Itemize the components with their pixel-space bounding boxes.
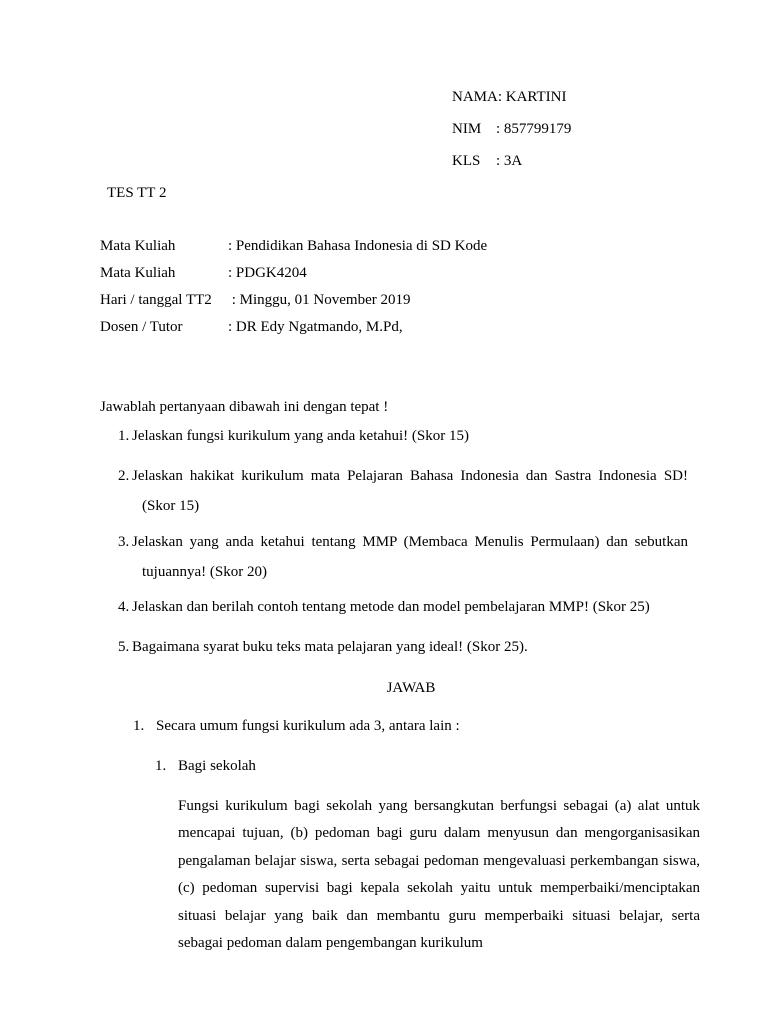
- answer-paragraph: Fungsi kurikulum bagi sekolah yang bersangkutan berfungsi sebagai (a) alat untuk mencapai tujuan, (b) pedoman bagi guru dalam menyusun dan mengorganisasikan pengalaman belajar siswa, serta sebagai pedoman mengevaluasi perkembangan siswa, (c) pedoman supervisi bagi kepala sekolah yaitu untuk memperbaiki/menciptakan situasi belajar yang baik dan membantu guru memperbaiki situasi belajar, serta sebagai pedoman dalam pengembangan kurikulum: [178, 798, 700, 952]
- info-label: Dosen / Tutor: [100, 319, 183, 335]
- info-value: : Minggu, 01 November 2019: [228, 292, 411, 308]
- info-label: Hari / tanggal TT2: [100, 292, 212, 308]
- nim-row: [452, 120, 571, 138]
- question-number: 1.: [118, 428, 130, 444]
- question-item: [118, 421, 688, 451]
- nim-value: : 857799179: [496, 121, 572, 137]
- question-text: Jelaskan dan berilah contoh tentang metode dan model pembelajaran MMP! (Skor 25): [132, 599, 650, 615]
- info-row: [100, 318, 403, 336]
- kls-row: [452, 152, 522, 170]
- nim-label: NIM: [452, 121, 482, 137]
- question-text: Jelaskan yang anda ketahui tentang MMP (Membaca Menulis Permulaan) dan sebutkan: [132, 534, 688, 550]
- info-row: [100, 264, 307, 282]
- info-label: Mata Kuliah: [100, 238, 176, 254]
- answer-heading: JAWAB: [386, 680, 436, 696]
- student-name: NAMA: KARTINI: [452, 89, 567, 105]
- question-item: [118, 632, 688, 662]
- question-number: 3.: [118, 534, 130, 550]
- question-item: [118, 461, 688, 521]
- instruction-text: Jawablah pertanyaan dibawah ini dengan tepat !: [100, 399, 389, 415]
- info-row: [100, 291, 410, 309]
- question-number: 4.: [118, 599, 130, 615]
- info-label: Mata Kuliah: [100, 265, 176, 281]
- answer-intro: Secara umum fungsi kurikulum ada 3, antara lain :: [156, 718, 460, 734]
- question-text: Jelaskan fungsi kurikulum yang anda ketahui! (Skor 15): [132, 428, 470, 444]
- question-item: [118, 592, 688, 622]
- info-value: : DR Edy Ngatmando, M.Pd,: [228, 319, 403, 335]
- question-text-cont: tujuannya! (Skor 20): [142, 564, 267, 580]
- answer-intro-row: [133, 717, 460, 735]
- question-number: 5.: [118, 639, 130, 655]
- question-text: Bagaimana syarat buku teks mata pelajaran yang ideal! (Skor 25).: [132, 639, 528, 655]
- test-title: TES TT 2: [107, 185, 167, 201]
- answer-sub-title: Bagi sekolah: [178, 758, 256, 774]
- answer-sub-row: [155, 757, 256, 775]
- answer-number: 1.: [133, 718, 145, 734]
- kls-label: KLS: [452, 153, 481, 169]
- info-row: [100, 237, 487, 255]
- question-text-cont: (Skor 15): [142, 498, 200, 514]
- info-value: : Pendidikan Bahasa Indonesia di SD Kode: [228, 238, 488, 254]
- question-text: Jelaskan hakikat kurikulum mata Pelajaran Bahasa Indonesia dan Sastra Indonesia SD!: [132, 468, 688, 484]
- answer-sub-number: 1.: [155, 758, 167, 774]
- question-item: [118, 527, 688, 587]
- kls-value: : 3A: [496, 153, 523, 169]
- info-value: : PDGK4204: [228, 265, 307, 281]
- question-number: 2.: [118, 468, 130, 484]
